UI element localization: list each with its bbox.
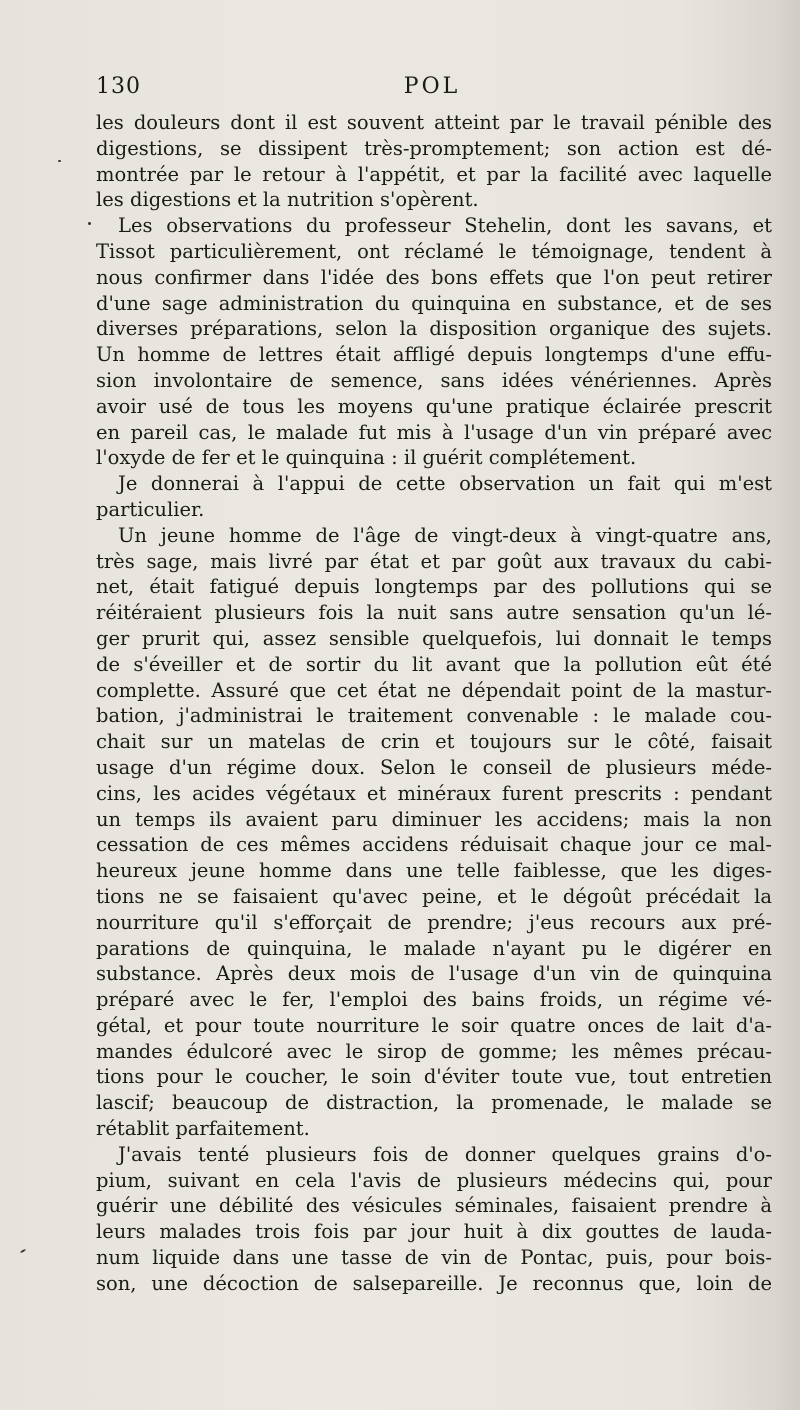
ink-speck — [88, 222, 91, 225]
text-line: d'une sage administration du quinquina en substance, et de ses — [96, 291, 772, 315]
text-line: guérir une débilité des vésicules séminales, faisaient prendre à — [96, 1194, 772, 1218]
text-line: net, était fatigué depuis longtemps par des pollutions qui se — [96, 575, 772, 599]
text-line: l'oxyde de fer et le quinquina : il guérit complétement. — [96, 446, 637, 470]
text-line: tions ne se faisaient qu'avec peine, et le dégoût précédait la — [96, 884, 772, 908]
text-line: nourriture qu'il s'efforçait de prendre; j'eus recours aux pré- — [96, 910, 772, 934]
text-line: complette. Assuré que cet état ne dépendait point de la mastur- — [96, 678, 772, 702]
text-line: J'avais tenté plusieurs fois de donner quelques grains d'o- — [118, 1142, 772, 1166]
text-line: mandes édulcoré avec le sirop de gomme; les mêmes précau- — [96, 1039, 772, 1063]
text-line: son, une décoction de salsepareille. Je reconnus que, loin de — [96, 1271, 772, 1295]
text-line: parations de quinquina, le malade n'ayant pu le digérer en — [96, 936, 772, 960]
text-line: avoir usé de tous les moyens qu'une pratique éclairée prescrit — [96, 394, 772, 418]
text-line: particulier. — [96, 497, 205, 521]
ink-speck — [58, 160, 61, 162]
text-line: gétal, et pour toute nourriture le soir quatre onces de lait d'a- — [96, 1013, 772, 1037]
text-line: rétablit parfaitement. — [96, 1117, 310, 1141]
text-line: Je donnerai à l'appui de cette observation un fait qui m'est — [118, 472, 772, 496]
text-line: les digestions et la nutrition s'opèrent. — [96, 188, 479, 212]
text-line: en pareil cas, le malade fut mis à l'usage d'un vin préparé avec — [96, 420, 772, 444]
text-line: préparé avec le fer, l'emploi des bains froids, un régime vé- — [96, 988, 772, 1012]
text-line: Un homme de lettres était affligé depuis longtemps d'une effu- — [96, 343, 772, 367]
text-line: cessation de ces mêmes accidens réduisait chaque jour ce mal- — [96, 833, 772, 857]
text-line: heureux jeune homme dans une telle faiblesse, que les diges- — [96, 859, 772, 883]
text-line: très sage, mais livré par état et par goût aux travaux du cabi- — [96, 549, 772, 573]
text-line: Les observations du professeur Stehelin, dont les savans, et — [118, 214, 772, 238]
text-line: Tissot particulièrement, ont réclamé le témoignage, tendent à — [96, 239, 772, 263]
text-line: nous confirmer dans l'idée des bons effets que l'on peut retirer — [96, 265, 772, 289]
text-line: diverses préparations, selon la disposition organique des sujets. — [96, 317, 772, 341]
text-line: cins, les acides végétaux et minéraux furent prescrits : pendant — [96, 781, 772, 805]
text-line: num liquide dans une tasse de vin de Pontac, puis, pour bois- — [96, 1246, 772, 1270]
text-line: Un jeune homme de l'âge de vingt-deux à vingt-quatre ans, — [118, 523, 772, 547]
text-line: un temps ils avaient paru diminuer les accidens; mais la non — [96, 807, 772, 831]
running-head: POL — [403, 74, 461, 99]
text-line: montrée par le retour à l'appétit, et par la facilité avec laquelle — [96, 162, 772, 186]
text-line: tions pour le coucher, le soin d'éviter toute vue, tout entretien — [96, 1065, 772, 1089]
text-line: substance. Après deux mois de l'usage d'un vin de quinquina — [96, 962, 772, 986]
text-line: digestions, se dissipent très-promptement; son action est dé- — [96, 136, 772, 160]
text-line: ger prurit qui, assez sensible quelquefois, lui donnait le temps — [96, 626, 772, 650]
text-line: chait sur un matelas de crin et toujours sur le côté, faisait — [96, 730, 772, 754]
page-header — [96, 74, 768, 108]
text-line: lascif; beaucoup de distraction, la promenade, le malade se — [96, 1091, 772, 1115]
text-line: les douleurs dont il est souvent atteint par le travail pénible des — [96, 111, 772, 134]
text-line: leurs malades trois fois par jour huit à dix gouttes de lauda- — [96, 1220, 772, 1244]
text-line: bation, j'administrai le traitement convenable : le malade cou- — [96, 704, 772, 728]
ink-speck — [20, 1249, 26, 1254]
body-text — [96, 110, 772, 1297]
text-line: usage d'un régime doux. Selon le conseil de plusieurs méde- — [96, 755, 772, 779]
page-number: 130 — [96, 74, 141, 99]
text-line: pium, suivant en cela l'avis de plusieurs médecins qui, pour — [96, 1168, 772, 1192]
text-line: de s'éveiller et de sortir du lit avant que la pollution eût été — [96, 652, 772, 676]
text-line: réitéraient plusieurs fois la nuit sans autre sensation qu'un lé- — [96, 601, 772, 625]
text-line: sion involontaire de semence, sans idées vénériennes. Après — [96, 368, 772, 392]
